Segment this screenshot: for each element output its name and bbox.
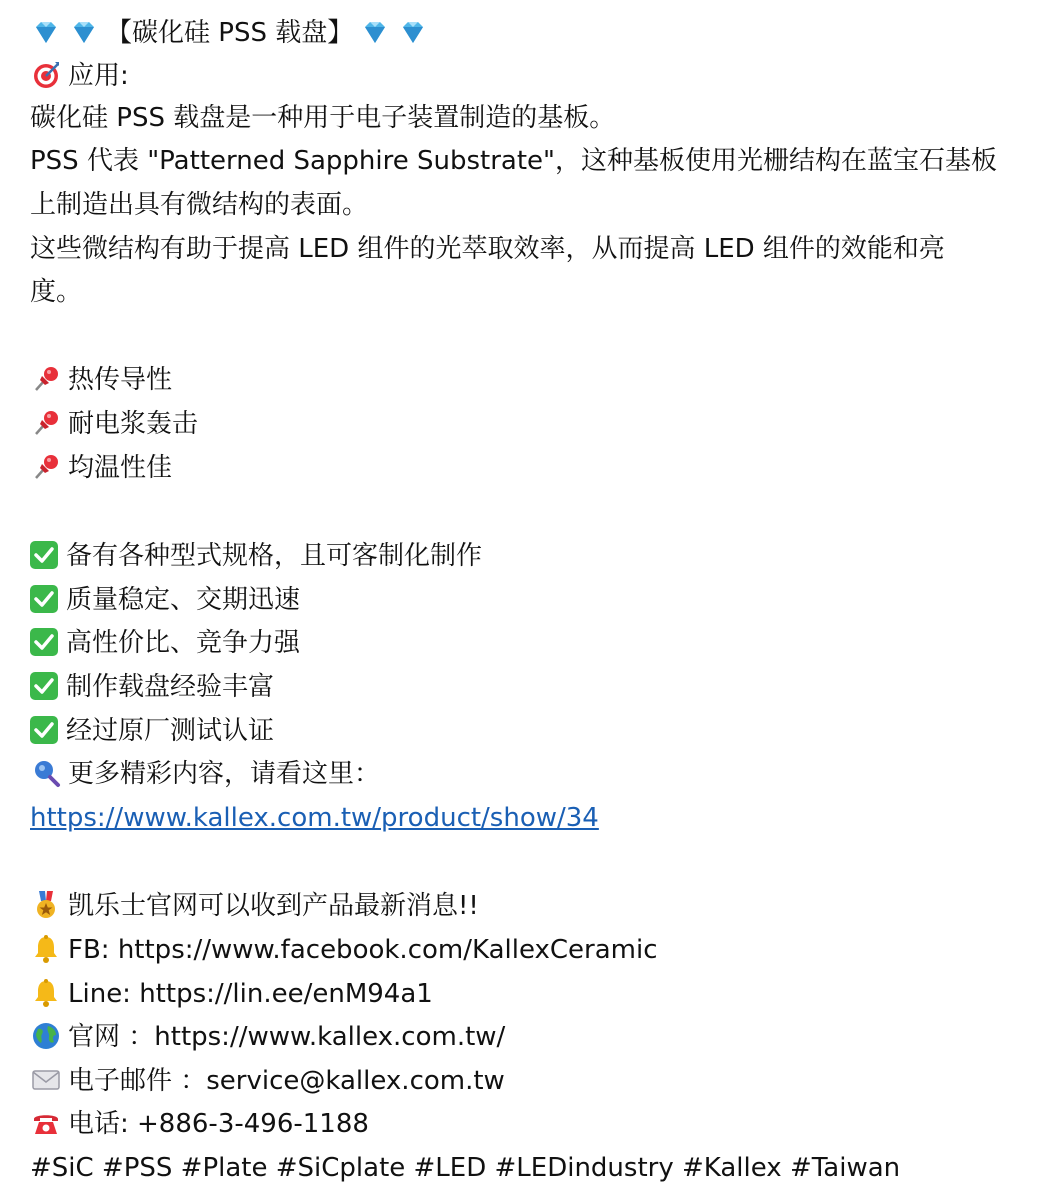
phone-text[interactable]: 电话: +886-3-496-1188 bbox=[68, 1109, 369, 1139]
benefit-item: 经过原厂测试认证 bbox=[30, 715, 1030, 747]
telephone-icon bbox=[30, 1107, 62, 1139]
paragraph-line: 上制造出具有微结构的表面。 bbox=[30, 190, 369, 220]
benefit-item: 质量稳定、交期迅速 bbox=[30, 584, 1030, 616]
check-mark-icon bbox=[30, 672, 58, 700]
bell-icon bbox=[30, 933, 62, 965]
more-content-label: 更多精彩内容，请看这里： bbox=[68, 759, 381, 789]
pushpin-icon bbox=[30, 451, 62, 483]
email-text[interactable]: 电子邮件 ：service@kallex.com.tw bbox=[68, 1066, 505, 1096]
benefit-item: 备有各种型式规格，且可客制化制作 bbox=[30, 540, 1030, 572]
product-link-line bbox=[30, 802, 1030, 834]
phone-line bbox=[30, 1108, 1030, 1141]
check-mark-icon bbox=[30, 541, 58, 569]
website-text[interactable]: 官网 ：https://www.kallex.com.tw/ bbox=[68, 1022, 506, 1052]
magnifier-icon bbox=[30, 757, 62, 789]
hashtags-line[interactable]: #SiC #PSS #Plate #SiCplate #LED #LEDindustry #Kallex #Taiwan bbox=[30, 1153, 901, 1183]
gem-icon bbox=[359, 16, 391, 48]
benefit-item: 高性价比、竞争力强 bbox=[30, 627, 1030, 659]
email-line bbox=[30, 1065, 1030, 1098]
application-label: 应用: bbox=[68, 61, 129, 91]
benefit-item: 制作载盘经验丰富 bbox=[30, 671, 1030, 703]
facebook-text[interactable]: FB: https://www.facebook.com/KallexCeramic bbox=[68, 935, 658, 965]
gem-icon bbox=[30, 16, 62, 48]
news-line bbox=[30, 890, 1030, 923]
globe-icon bbox=[30, 1020, 62, 1052]
gem-icon bbox=[397, 16, 429, 48]
gem-icon bbox=[68, 16, 100, 48]
feature-item: 均温性佳 bbox=[30, 452, 1030, 485]
product-link[interactable]: https://www.kallex.com.tw/product/show/34 bbox=[30, 803, 599, 833]
line-app-line bbox=[30, 978, 1030, 1011]
line-app-text[interactable]: Line: https://lin.ee/enM94a1 bbox=[68, 979, 433, 1009]
feature-item: 热传导性 bbox=[30, 364, 1030, 397]
facebook-line bbox=[30, 934, 1030, 967]
envelope-icon bbox=[30, 1064, 62, 1096]
news-text: 凯乐士官网可以收到产品最新消息!! bbox=[68, 891, 479, 921]
medal-icon bbox=[30, 889, 62, 921]
application-heading bbox=[30, 60, 1030, 93]
target-icon bbox=[30, 59, 62, 91]
website-line bbox=[30, 1021, 1030, 1054]
post-title: 【碳化硅 PSS 载盘】 bbox=[106, 18, 354, 48]
paragraph-line: 度。 bbox=[30, 277, 83, 307]
pushpin-icon bbox=[30, 363, 62, 395]
feature-item: 耐电浆轰击 bbox=[30, 408, 1030, 441]
paragraph-line: 这些微结构有助于提高 LED 组件的光萃取效率，从而提高 LED 组件的效能和亮 bbox=[30, 234, 945, 264]
more-content-line bbox=[30, 758, 1030, 791]
pushpin-icon bbox=[30, 407, 62, 439]
check-mark-icon bbox=[30, 628, 58, 656]
bell-icon bbox=[30, 977, 62, 1009]
title-line bbox=[30, 17, 1030, 50]
check-mark-icon bbox=[30, 585, 58, 613]
check-mark-icon bbox=[30, 716, 58, 744]
paragraph-line: PSS 代表 "Patterned Sapphire Substrate"，这种基板使用光栅结构在蓝宝石基板 bbox=[30, 146, 998, 176]
paragraph-line: 碳化硅 PSS 载盘是一种用于电子装置制造的基板。 bbox=[30, 103, 616, 133]
